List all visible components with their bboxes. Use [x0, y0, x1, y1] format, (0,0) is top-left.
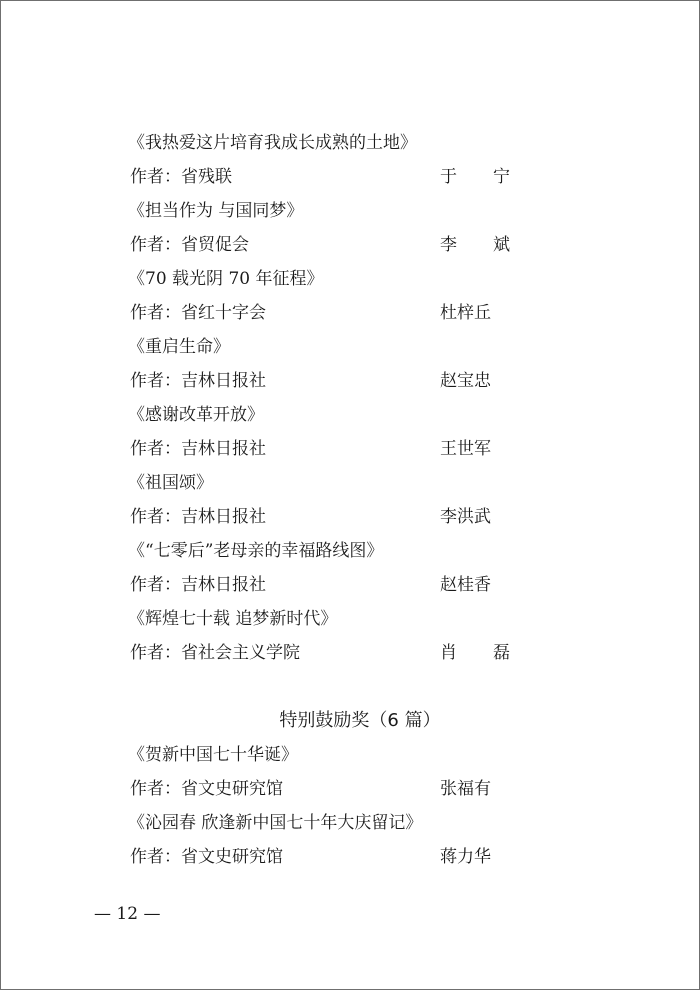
- entry-title: 《贺新中国七十华诞》: [128, 745, 298, 765]
- entry-author-name: 赵桂香: [440, 575, 491, 595]
- entries-list-special: [0, 738, 700, 874]
- entry-author-name: 李 斌: [440, 235, 526, 255]
- entry-title: 《重启生命》: [128, 337, 230, 357]
- page-number: — 12 —: [94, 904, 161, 924]
- entry-title: 《感谢改革开放》: [128, 405, 264, 425]
- entry-author-name: 王世军: [440, 439, 491, 459]
- entry-author-org: 作者：省残联: [130, 167, 232, 187]
- entry-title: 《70 载光阴 70 年征程》: [128, 269, 324, 289]
- entry-author-name: 张福有: [440, 779, 491, 799]
- entry-author-line: [0, 364, 700, 398]
- entry-author-name: 蒋力华: [440, 847, 491, 867]
- entry-title: 《担当作为 与国同梦》: [128, 201, 304, 221]
- entry-author-line: [0, 228, 700, 262]
- entry-title: 《沁园春 欣逢新中国七十年大庆留记》: [128, 813, 423, 833]
- entry-title: 《祖国颂》: [128, 473, 213, 493]
- entry-author-name: 赵宝忠: [440, 371, 491, 391]
- section-heading: 特别鼓励奖（6 篇）: [279, 710, 441, 731]
- entry-author-name: 于 宁: [440, 167, 526, 187]
- entry-author-org: 作者：省文史研究馆: [130, 847, 283, 867]
- entry-author-org: 作者：吉林日报社: [130, 507, 266, 527]
- entry-author-line: [0, 772, 700, 806]
- entry-author-line: [0, 432, 700, 466]
- entry-author-org: 作者：省贸促会: [130, 235, 249, 255]
- entry-author-line: [0, 636, 700, 670]
- entry-author-name: 杜梓丘: [440, 303, 491, 323]
- entry-author-org: 作者：吉林日报社: [130, 371, 266, 391]
- entry-author-line: [0, 500, 700, 534]
- entry-author-name: 李洪武: [440, 507, 491, 527]
- entry-title: 《“七零后”老母亲的幸福路线图》: [128, 541, 384, 561]
- entry-author-line: [0, 840, 700, 874]
- entry-author-line: [0, 160, 700, 194]
- entry-title: 《我热爱这片培育我成长成熟的土地》: [128, 133, 417, 153]
- entry-title: 《辉煌七十载 追梦新时代》: [128, 609, 338, 629]
- entry-author-org: 作者：吉林日报社: [130, 439, 266, 459]
- entry-author-org: 作者：省社会主义学院: [130, 643, 300, 663]
- entry-author-line: [0, 568, 700, 602]
- entry-author-org: 作者：省红十字会: [130, 303, 266, 323]
- entry-author-name: 肖 磊: [440, 643, 526, 663]
- entry-author-org: 作者：吉林日报社: [130, 575, 266, 595]
- entries-list: [0, 126, 700, 670]
- entry-author-line: [0, 296, 700, 330]
- entry-author-org: 作者：省文史研究馆: [130, 779, 283, 799]
